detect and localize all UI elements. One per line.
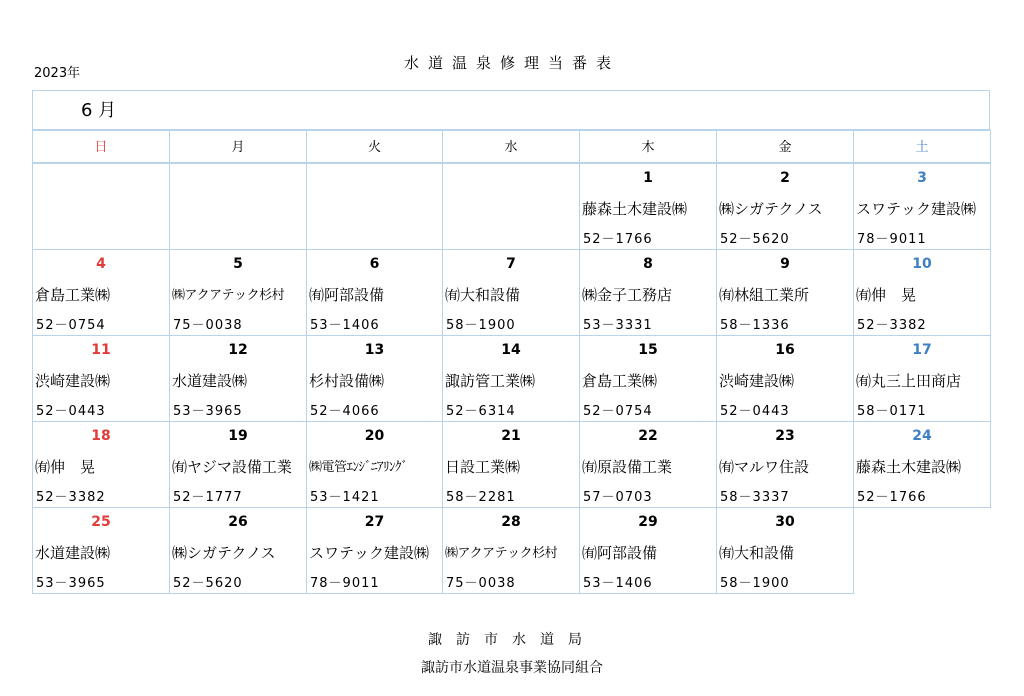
day-number: 16 <box>775 342 795 358</box>
day-number: 10 <box>912 256 932 272</box>
phone-number: 58－1900 <box>720 576 790 591</box>
day-number: 14 <box>501 342 521 358</box>
day-cell <box>716 335 854 422</box>
phone-number: 52－3382 <box>36 490 106 505</box>
phone-number: 58－0171 <box>857 404 927 419</box>
day-number: 3 <box>917 170 927 186</box>
company-name: 諏訪管工業㈱ <box>445 372 536 390</box>
day-cell <box>579 421 717 508</box>
day-number: 28 <box>501 514 521 530</box>
day-cell <box>579 249 717 336</box>
phone-number: 52－4066 <box>310 404 380 419</box>
day-number: 1 <box>643 170 653 186</box>
day-cell <box>169 249 307 336</box>
company-name: ㈲大和設備 <box>719 544 795 562</box>
day-cell <box>579 163 717 250</box>
day-cell <box>306 507 443 594</box>
day-number: 11 <box>91 342 111 358</box>
phone-number: 53－3965 <box>173 404 243 419</box>
day-number: 7 <box>506 256 516 272</box>
day-cell <box>306 421 443 508</box>
company-name: 杉村設備㈱ <box>309 372 385 390</box>
company-name: ㈲大和設備 <box>445 286 521 304</box>
company-name: 渋崎建設㈱ <box>719 372 795 390</box>
day-cell <box>716 421 854 508</box>
day-cell <box>579 335 717 422</box>
company-name: ㈱電管ｴﾝｼﾞﾆｱﾘﾝｸﾞ <box>309 460 408 475</box>
day-number: 2 <box>780 170 790 186</box>
day-number: 29 <box>638 514 658 530</box>
phone-number: 52－0443 <box>36 404 106 419</box>
day-cell <box>306 335 443 422</box>
day-cell <box>716 249 854 336</box>
phone-number: 52－0754 <box>36 318 106 333</box>
day-number: 5 <box>233 256 243 272</box>
day-cell <box>306 249 443 336</box>
company-name: ㈱金子工務店 <box>582 286 673 304</box>
empty-day-cell <box>306 163 443 250</box>
company-name: ㈱アクアテック杉村 <box>445 546 558 561</box>
company-name: ㈲伸 晃 <box>35 458 96 476</box>
day-number: 19 <box>228 428 248 444</box>
weekday-header: 金 <box>716 130 854 163</box>
company-name: 藤森土木建設㈱ <box>856 458 962 476</box>
phone-number: 52－1766 <box>583 232 653 247</box>
phone-number: 53－3965 <box>36 576 106 591</box>
company-name: スワテック建設㈱ <box>309 544 430 562</box>
day-number: 9 <box>780 256 790 272</box>
day-number: 13 <box>364 342 385 358</box>
day-cell <box>579 507 717 594</box>
company-name: ㈲ヤジマ設備工業 <box>172 458 292 476</box>
company-name: ㈲原設備工業 <box>582 458 673 476</box>
day-cell <box>853 421 991 508</box>
company-name: ㈱シガテクノス <box>719 200 823 218</box>
phone-number: 52－6314 <box>446 404 516 419</box>
day-number: 8 <box>643 256 653 272</box>
phone-number: 75－0038 <box>173 318 243 333</box>
calendar <box>32 90 990 591</box>
company-name: ㈱シガテクノス <box>172 544 276 562</box>
company-name: 日設工業㈱ <box>445 458 521 476</box>
company-name: ㈲林組工業所 <box>719 286 810 304</box>
footer-issuer: 諏訪市水道局 <box>428 632 596 648</box>
day-number: 22 <box>638 428 658 444</box>
day-number: 15 <box>638 342 658 358</box>
weekday-header: 木 <box>579 130 717 163</box>
phone-number: 75－0038 <box>446 576 516 591</box>
phone-number: 52－1777 <box>173 490 243 505</box>
day-number: 25 <box>91 514 111 530</box>
year-label: 2023年 <box>34 66 81 81</box>
weekday-header: 月 <box>169 130 307 163</box>
day-cell <box>169 507 307 594</box>
day-cell <box>716 507 854 594</box>
day-number: 4 <box>96 256 106 272</box>
day-number: 27 <box>364 514 385 530</box>
day-number: 6 <box>369 256 380 272</box>
company-name: 倉島工業㈱ <box>582 372 658 390</box>
phone-number: 78－9011 <box>310 576 380 591</box>
day-cell <box>32 335 170 422</box>
phone-number: 53－1406 <box>310 318 380 333</box>
phone-number: 52－5620 <box>173 576 243 591</box>
day-cell <box>853 335 991 422</box>
phone-number: 53－1406 <box>583 576 653 591</box>
month-heading: 6 月 <box>32 90 990 130</box>
company-name: 水道建設㈱ <box>172 372 248 390</box>
day-cell <box>32 421 170 508</box>
company-name: ㈲阿部設備 <box>309 286 385 304</box>
phone-number: 58－1900 <box>446 318 516 333</box>
company-name: ㈲丸三上田商店 <box>856 372 962 390</box>
company-name: 水道建設㈱ <box>35 544 111 562</box>
phone-number: 53－3331 <box>583 318 653 333</box>
company-name: ㈲伸 晃 <box>856 286 917 304</box>
day-cell <box>32 507 170 594</box>
empty-day-cell <box>32 163 170 250</box>
day-number: 18 <box>91 428 111 444</box>
company-name: スワテック建設㈱ <box>856 200 977 218</box>
day-cell <box>442 335 580 422</box>
weekday-header: 水 <box>442 130 580 163</box>
weekday-header: 土 <box>853 130 991 163</box>
day-cell <box>442 507 580 594</box>
phone-number: 78－9011 <box>857 232 927 247</box>
day-number: 17 <box>912 342 932 358</box>
day-cell <box>853 249 991 336</box>
day-cell <box>442 249 580 336</box>
footer-association: 諏訪市水道温泉事業協同組合 <box>421 660 603 676</box>
phone-number: 52－0754 <box>583 404 653 419</box>
company-name: ㈲マルワ住設 <box>719 458 810 476</box>
phone-number: 52－1766 <box>857 490 927 505</box>
company-name: ㈲阿部設備 <box>582 544 658 562</box>
phone-number: 52－0443 <box>720 404 790 419</box>
day-cell <box>169 421 307 508</box>
day-number: 21 <box>501 428 521 444</box>
company-name: 藤森土木建設㈱ <box>582 200 688 218</box>
empty-day-cell <box>169 163 307 250</box>
phone-number: 57－0703 <box>583 490 653 505</box>
weekday-header: 日 <box>32 130 170 163</box>
day-number: 23 <box>775 428 795 444</box>
page-title: 水道温泉修理当番表 <box>403 54 620 72</box>
day-number: 12 <box>228 342 248 358</box>
day-number: 26 <box>228 514 248 530</box>
day-cell <box>32 249 170 336</box>
empty-day-cell <box>442 163 580 250</box>
company-name: 渋崎建設㈱ <box>35 372 111 390</box>
day-number: 20 <box>364 428 385 444</box>
day-cell <box>853 163 991 250</box>
company-name: 倉島工業㈱ <box>35 286 111 304</box>
phone-number: 58－2281 <box>446 490 516 505</box>
phone-number: 52－3382 <box>857 318 927 333</box>
weekday-header: 火 <box>306 130 443 163</box>
day-cell <box>169 335 307 422</box>
day-number: 24 <box>912 428 932 444</box>
phone-number: 52－5620 <box>720 232 790 247</box>
phone-number: 53－1421 <box>310 490 380 505</box>
phone-number: 58－3337 <box>720 490 790 505</box>
day-number: 30 <box>775 514 795 530</box>
company-name: ㈱アクアテック杉村 <box>172 288 285 303</box>
day-cell <box>716 163 854 250</box>
day-cell <box>442 421 580 508</box>
phone-number: 58－1336 <box>720 318 790 333</box>
